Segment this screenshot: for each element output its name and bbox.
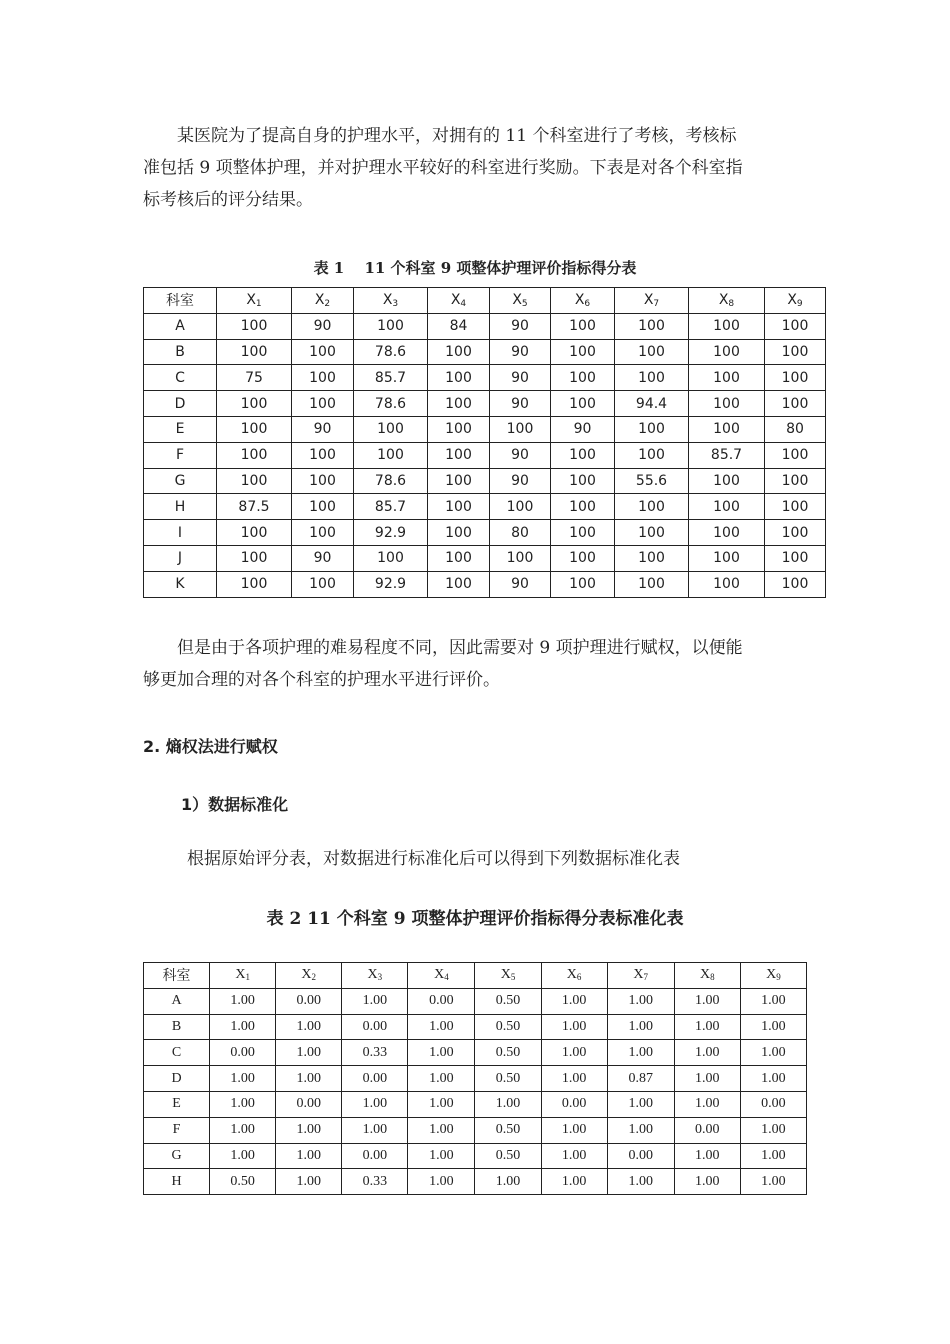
table1-row [144,416,826,442]
table1-value-cell: 90 [292,545,354,571]
table1-row [144,313,826,339]
table1-value-cell: 100 [292,365,354,391]
table1-value-cell: 87.5 [217,494,292,520]
table2-header-x5 [475,963,541,989]
table1-value-cell: 100 [292,520,354,546]
table2-value-cell: 1.00 [607,1091,674,1117]
table1-value-cell: 100 [217,391,292,417]
table1-value-cell: 100 [689,520,765,546]
table1-value-cell: 78.6 [354,468,428,494]
table2-value-cell: 1.00 [276,1014,342,1040]
table1-value-cell: 100 [551,339,615,365]
table2-value-cell: 0.50 [475,1143,541,1169]
table2-value-cell: 1.00 [408,1169,475,1195]
table1-value-cell: 100 [615,416,689,442]
table1-value-cell: 100 [615,571,689,597]
table2-value-cell: 1.00 [342,1091,408,1117]
table1-dept-cell: K [144,571,217,597]
table1-value-cell: 100 [689,365,765,391]
table2-value-cell: 1.00 [740,1014,806,1040]
table2-value-cell: 1.00 [408,1014,475,1040]
table1-value-cell: 100 [551,571,615,597]
table1-value-cell: 100 [551,391,615,417]
table2-value-cell: 1.00 [276,1117,342,1143]
table2-value-cell: 0.00 [541,1091,607,1117]
intro-paragraph [143,120,807,216]
table1-header-row [144,288,826,314]
table2-value-cell: 1.00 [740,988,806,1014]
table1-caption: 表 1 11 个科室 9 项整体护理评价指标得分表 [313,259,637,277]
table1-value-cell: 100 [689,468,765,494]
table2-value-cell: 1.00 [607,1014,674,1040]
table1-dept-cell: D [144,391,217,417]
table1-row [144,520,826,546]
table1-value-cell: 92.9 [354,520,428,546]
table1-header-base: X [643,291,654,308]
table1-value-cell: 100 [551,545,615,571]
table1-value-cell: 100 [615,494,689,520]
table1-header-base: X [314,291,325,308]
table2-value-cell: 1.00 [210,1066,276,1092]
table2-value-cell: 1.00 [541,988,607,1014]
table2-value-cell: 0.33 [342,1169,408,1195]
table2-value-cell: 1.00 [276,1066,342,1092]
table1-header-x8 [689,288,765,314]
table2-value-cell: 1.00 [475,1091,541,1117]
table2-value-cell: 1.00 [674,988,740,1014]
table1-value-cell: 100 [490,545,551,571]
table1-dept-cell: H [144,494,217,520]
table2-value-cell: 0.87 [607,1066,674,1092]
intro-line-1: 某医院为了提高自身的护理水平，对拥有的 11 个科室进行了考核，考核标 [177,126,737,146]
table2 [143,962,807,1195]
table1-value-cell: 100 [292,468,354,494]
table2-value-cell: 0.00 [408,988,475,1014]
table1-value-cell: 90 [292,313,354,339]
table2-value-cell: 0.33 [342,1040,408,1066]
table1-header-subscript: 9 [796,298,803,309]
table2-value-cell: 1.00 [210,1091,276,1117]
table2-value-cell: 1.00 [541,1066,607,1092]
table1-value-cell: 100 [428,520,490,546]
table1-header-base: X [246,291,256,308]
table1-value-cell: 90 [490,391,551,417]
table1-row [144,339,826,365]
table1-dept-cell: E [144,416,217,442]
table1-value-cell: 100 [292,391,354,417]
table1-value-cell: 100 [689,494,765,520]
table2-value-cell: 0.50 [475,1066,541,1092]
table1-header-subscript: 1 [255,298,262,309]
table2-value-cell: 0.00 [342,1014,408,1040]
table2-value-cell: 0.50 [475,1117,541,1143]
table1-value-cell: 100 [551,313,615,339]
table1-header-x3 [354,288,428,314]
table2-row [144,1066,807,1092]
table2-value-cell: 1.00 [342,988,408,1014]
table1-value-cell: 90 [490,571,551,597]
table2-value-cell: 0.50 [475,988,541,1014]
middle-line-1: 但是由于各项护理的难易程度不同，因此需要对 9 项护理进行赋权，以便能 [177,638,743,658]
table1-header-base: X [574,291,585,308]
table2-dept-cell: G [144,1143,210,1169]
table2-header-x2 [276,963,342,989]
table1-header-subscript: 5 [521,298,528,309]
table2-value-cell: 1.00 [740,1143,806,1169]
table2-value-cell: 1.00 [408,1066,475,1092]
table2-header-x8 [674,963,740,989]
middle-line-2: 够更加合理的对各个科室的护理水平进行评价。 [143,670,500,690]
table1-value-cell: 100 [354,416,428,442]
table2-row [144,988,807,1014]
table1-dept-cell: G [144,468,217,494]
table1-row [144,365,826,391]
table2-value-cell: 1.00 [408,1117,475,1143]
table1-value-cell: 94.4 [615,391,689,417]
table2-value-cell: 1.00 [276,1040,342,1066]
table2-header-base: X [500,967,511,983]
table2-header-subscript: 4 [444,972,449,983]
table1-header-base: X [718,291,729,308]
table1-value-cell: 92.9 [354,571,428,597]
table2-value-cell: 0.00 [674,1117,740,1143]
table2-value-cell: 1.00 [408,1091,475,1117]
table1-header-x4 [428,288,490,314]
table1-value-cell: 78.6 [354,391,428,417]
table2-value-cell: 1.00 [740,1066,806,1092]
table1-value-cell: 100 [490,416,551,442]
table1-value-cell: 90 [490,365,551,391]
table2-value-cell: 1.00 [210,1014,276,1040]
table2-dept-cell: H [144,1169,210,1195]
table2-value-cell: 0.00 [342,1143,408,1169]
table2-value-cell: 1.00 [674,1066,740,1092]
table2-header-dept: 科室 [144,963,210,989]
table2-value-cell: 1.00 [607,1117,674,1143]
table1-value-cell: 100 [428,545,490,571]
intro-line-3: 标考核后的评分结果。 [143,190,313,210]
table2-header-subscript: 2 [311,972,317,983]
table1-value-cell: 100 [551,468,615,494]
table1-value-cell: 90 [490,339,551,365]
table1-row [144,468,826,494]
table1-value-cell: 80 [490,520,551,546]
standardize-paragraph: 根据原始评分表，对数据进行标准化后可以得到下列数据标准化表 [187,849,680,869]
table2-header-base: X [566,967,577,983]
table2-value-cell: 1.00 [541,1117,607,1143]
table2-header-subscript: 3 [377,972,383,983]
table2-value-cell: 0.50 [210,1169,276,1195]
intro-line-2: 准包括 9 项整体护理，并对护理水平较好的科室进行奖励。下表是对各个科室指 [143,158,743,178]
table1-header-subscript: 3 [392,298,399,309]
table1-row [144,494,826,520]
table1-value-cell: 100 [428,339,490,365]
table2-value-cell: 1.00 [541,1014,607,1040]
table2-row [144,1169,807,1195]
table2-header-row [144,963,807,989]
table2-header-subscript: 1 [245,972,250,983]
table2-value-cell: 0.00 [607,1143,674,1169]
table1-value-cell: 100 [689,313,765,339]
table1-value-cell: 100 [490,494,551,520]
table1-value-cell: 100 [217,313,292,339]
table1-value-cell: 100 [615,313,689,339]
table1-value-cell: 100 [551,494,615,520]
table2-value-cell: 1.00 [674,1014,740,1040]
table1-header-dept: 科室 [144,288,217,314]
table1-header-x6 [551,288,615,314]
table1-header-x2 [292,288,354,314]
table1-value-cell: 85.7 [354,494,428,520]
table1-value-cell: 100 [765,391,826,417]
table2-value-cell: 1.00 [607,1169,674,1195]
table2-value-cell: 1.00 [210,1117,276,1143]
table1-value-cell: 100 [765,313,826,339]
table1-dept-cell: A [144,313,217,339]
section-heading: 2. 熵权法进行赋权 [143,737,278,756]
table1-value-cell: 100 [615,442,689,468]
table2-dept-cell: F [144,1117,210,1143]
table1-value-cell: 100 [765,545,826,571]
table1-value-cell: 100 [292,442,354,468]
table2-value-cell: 1.00 [674,1143,740,1169]
table2-value-cell: 1.00 [740,1040,806,1066]
table1-value-cell: 100 [217,339,292,365]
table2-header-base: X [301,967,312,983]
table1-header-x5 [490,288,551,314]
table2-header-x3 [342,963,408,989]
table1-value-cell: 100 [217,571,292,597]
table1-value-cell: 100 [354,442,428,468]
table1-value-cell: 90 [490,442,551,468]
table1-value-cell: 78.6 [354,339,428,365]
table2-caption: 表 2 11 个科室 9 项整体护理评价指标得分表标准化表 [266,909,684,929]
table2-value-cell: 0.00 [342,1066,408,1092]
table1-value-cell: 100 [551,442,615,468]
table1-header-base: X [787,291,797,308]
table1-value-cell: 100 [217,545,292,571]
table1-value-cell: 100 [217,520,292,546]
table1-value-cell: 90 [490,313,551,339]
table1-value-cell: 90 [551,416,615,442]
table1-value-cell: 100 [765,494,826,520]
table2-dept-cell: C [144,1040,210,1066]
table1-row [144,391,826,417]
table2-header-subscript: 6 [576,972,582,983]
table1-value-cell: 100 [217,468,292,494]
subsection-heading: 1）数据标准化 [181,795,289,814]
table2-header-subscript: 5 [510,972,516,983]
table1-header-subscript: 8 [728,298,735,309]
table1-header-subscript: 4 [460,298,467,309]
table2-row [144,1091,807,1117]
table1-header-x9 [765,288,826,314]
table1-value-cell: 100 [689,339,765,365]
table1-value-cell: 100 [292,571,354,597]
table1-value-cell: 100 [428,416,490,442]
table2-value-cell: 1.00 [607,1040,674,1066]
table2-header-base: X [367,967,378,983]
table2-dept-cell: D [144,1066,210,1092]
table2-value-cell: 1.00 [408,1143,475,1169]
table1-value-cell: 100 [428,468,490,494]
table1-header-x1 [217,288,292,314]
table2-value-cell: 1.00 [342,1117,408,1143]
table2-value-cell: 1.00 [674,1169,740,1195]
table1-dept-cell: B [144,339,217,365]
table2-value-cell: 0.00 [276,1091,342,1117]
table2-header-subscript: 7 [643,972,649,983]
table1-value-cell: 100 [765,468,826,494]
table2-row [144,1143,807,1169]
table1-dept-cell: J [144,545,217,571]
table2-value-cell: 1.00 [276,1169,342,1195]
table1-value-cell: 100 [765,571,826,597]
table1-value-cell: 100 [615,545,689,571]
table2-value-cell: 1.00 [740,1117,806,1143]
table1-value-cell: 75 [217,365,292,391]
table2-value-cell: 1.00 [607,988,674,1014]
table1-value-cell: 90 [292,416,354,442]
table1-value-cell: 100 [292,339,354,365]
table1-value-cell: 100 [551,520,615,546]
table1-value-cell: 100 [765,339,826,365]
middle-paragraph [143,632,807,696]
table2-row [144,1040,807,1066]
table1-value-cell: 100 [428,365,490,391]
table1-header-base: X [512,291,522,308]
table1-value-cell: 100 [615,520,689,546]
table1-value-cell: 100 [217,416,292,442]
table1-value-cell: 100 [689,545,765,571]
table1-value-cell: 100 [354,313,428,339]
table2-value-cell: 1.00 [475,1169,541,1195]
table2-value-cell: 0.00 [276,988,342,1014]
table1-value-cell: 55.6 [615,468,689,494]
table2-header-base: X [766,967,777,983]
table1-row [144,545,826,571]
table2-header-subscript: 9 [776,972,781,983]
table1-value-cell: 100 [689,571,765,597]
table1-value-cell: 85.7 [689,442,765,468]
table1-value-cell: 80 [765,416,826,442]
table1-value-cell: 100 [765,442,826,468]
table2-value-cell: 1.00 [674,1091,740,1117]
table2-header-base: X [699,967,711,983]
table1-row [144,571,826,597]
table2-value-cell: 1.00 [210,988,276,1014]
table1-row [144,442,826,468]
table2-value-cell: 0.50 [475,1014,541,1040]
table2-header-x4 [408,963,475,989]
table2-value-cell: 1.00 [408,1040,475,1066]
table1-value-cell: 100 [615,365,689,391]
table2-value-cell: 0.00 [210,1040,276,1066]
table1-value-cell: 100 [615,339,689,365]
table2-value-cell: 1.00 [674,1040,740,1066]
table2-header-x7 [607,963,674,989]
table2-header-base: X [633,967,644,983]
table1-value-cell: 100 [551,365,615,391]
table1-header-subscript: 7 [653,298,660,309]
table1-header-subscript: 2 [324,298,331,309]
table2-header-x6 [541,963,607,989]
table1-value-cell: 90 [490,468,551,494]
table2-header-base: X [235,967,246,983]
table1-header-subscript: 6 [584,298,591,309]
table1-value-cell: 84 [428,313,490,339]
table1-value-cell: 100 [765,365,826,391]
table1-value-cell: 100 [689,391,765,417]
table2-value-cell: 1.00 [541,1040,607,1066]
table1-value-cell: 100 [765,520,826,546]
table1-value-cell: 100 [354,545,428,571]
table1-value-cell: 100 [217,442,292,468]
table2-value-cell: 1.00 [276,1143,342,1169]
table2-row [144,1117,807,1143]
table1-dept-cell: I [144,520,217,546]
table1-value-cell: 100 [428,442,490,468]
table2-value-cell: 1.00 [541,1143,607,1169]
table1-value-cell: 85.7 [354,365,428,391]
table2-value-cell: 1.00 [541,1169,607,1195]
table2-header-x9 [740,963,806,989]
table1-header-x7 [615,288,689,314]
table2-header-base: X [434,967,445,983]
table1-value-cell: 100 [689,416,765,442]
table1-dept-cell: F [144,442,217,468]
table2-value-cell: 0.00 [740,1091,806,1117]
table1-dept-cell: C [144,365,217,391]
table1-value-cell: 100 [428,494,490,520]
table2-header-subscript: 8 [710,972,715,983]
table2-value-cell: 1.00 [210,1143,276,1169]
table1-value-cell: 100 [428,571,490,597]
table2-dept-cell: B [144,1014,210,1040]
table2-row [144,1014,807,1040]
table1-value-cell: 100 [428,391,490,417]
table2-value-cell: 1.00 [740,1169,806,1195]
table2-header-x1 [210,963,276,989]
table2-value-cell: 0.50 [475,1040,541,1066]
table1-header-base: X [450,291,461,308]
table1 [143,287,826,598]
table1-header-base: X [382,291,393,308]
table2-dept-cell: A [144,988,210,1014]
table2-dept-cell: E [144,1091,210,1117]
table1-value-cell: 100 [292,494,354,520]
